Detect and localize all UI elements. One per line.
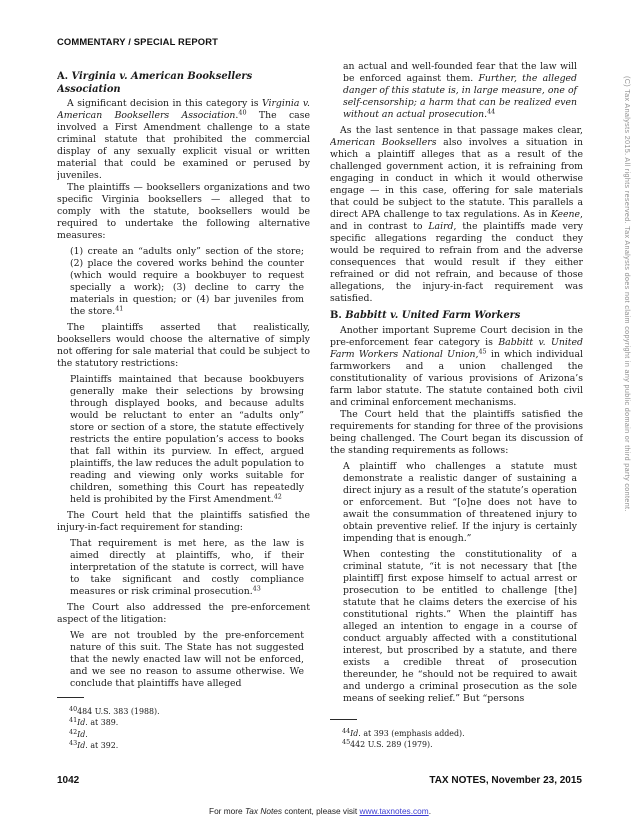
text-segment: Keene — [550, 209, 581, 220]
promo-text: . — [428, 806, 431, 816]
footnote-ref: 42 — [273, 492, 282, 501]
footnote-number: 42 — [69, 727, 78, 736]
text-segment: American Booksellers — [330, 137, 437, 148]
footnote-number: 44 — [342, 727, 351, 735]
footnote-ref: 40 — [238, 108, 247, 117]
block-quote — [70, 630, 304, 690]
text-segment: at 393 (emphasis added). — [360, 729, 465, 738]
text-segment: . — [235, 110, 239, 121]
footnote-number: 43 — [69, 738, 78, 747]
footnote — [57, 717, 310, 728]
footnote — [330, 728, 583, 739]
text-segment: Id. — [350, 729, 361, 738]
text-segment: Babbitt v. United Farm Workers National Union, — [330, 336, 583, 360]
text-segment: The plaintiffs — booksellers organizations and two specific Virginia booksellers — alleged that to comply with the statute, booksellers would be required to undertake the following alternative measures: — [57, 182, 310, 241]
section-kicker: COMMENTARY / SPECIAL REPORT — [57, 36, 219, 47]
copyright-vertical-notice: (C) Tax Analysts 2015. All rights reserved. Tax Analysts does not claim copyright in any public domain or third party content. — [623, 76, 632, 512]
block-quote — [343, 461, 577, 545]
block-quote — [343, 549, 577, 705]
text-segment: (1) create an “adults only” section of the store; (2) place the covered works behind the counter (which would require a bookbuyer to request specially a work); (3) decline to carry the materials in question; or (4) bar juveniles from the store. — [70, 246, 304, 317]
text-segment: at 389. — [87, 718, 119, 728]
text-segment: Plaintiffs maintained that because bookbuyers generally make their selections by browsing through displayed books, and because adults would be reluctant to enter an “adults only” store or section of a store, the statute effectively restricts the entire population’s access to books that fall within its purview. In effect, argued plaintiffs, the law reduces the adult population to reading and viewing only works suitable for children, something this Court has repeatedly held is prohibited by the First Amendment. — [70, 374, 304, 505]
paragraph — [330, 125, 583, 305]
text-segment: When contesting the constitutionality of a criminal statute, “it is not necessary that [the plaintiff] first expose himself to actual arrest or prosecution to be entitled to challenge [the] statute that he claims deters the exercise of his constitutional rights.” When the plaintiff has alleged an intention to engage in a course of conduct arguably affected with a constitutional interest, but proscribed by a statute, and there exists a credible threat of prosecution thereunder, he “should not be required to await and undergo a criminal prosecution as the sole means of seeking relief.” But “persons — [343, 548, 577, 704]
paragraph — [57, 182, 310, 242]
text-segment: 484 U.S. 383 (1988). — [77, 707, 160, 716]
text-segment: A significant decision in this category is — [67, 98, 262, 109]
footnote — [57, 729, 310, 740]
footnote — [330, 739, 583, 750]
text-segment: Virginia v. American Booksellers Association — [57, 98, 310, 121]
text-segment: an actual and well-founded fear that the law will be enforced against them. — [343, 61, 577, 84]
text-segment: The Court held that the plaintiffs satisfied the requirements for standing for three of the provisions being challenged. The Court began its discussion of the standing requirements as follows: — [330, 408, 583, 456]
footnote-ref: 44 — [487, 107, 496, 116]
text-segment: The plaintiffs asserted that realistically, booksellers would choose the alternative of simply not offering for sale material that could be subject to the statutory restrictions: — [57, 322, 310, 369]
text-segment: Id. — [77, 740, 88, 750]
text-segment: , and in contrast to — [330, 209, 583, 232]
text-segment: Laird — [428, 221, 454, 232]
text-segment: at 392. — [87, 740, 119, 750]
promo-text: For more — [209, 806, 245, 816]
text-segment: B. — [330, 310, 346, 321]
text-segment: , the plaintiffs made very specific allegations regarding the conduct they would be required to refrain from and the adverse consequences that would result if they either refrained or did not refrain, and because of those allegations, the injury-in-fact requirement was satisfied. — [330, 221, 583, 304]
promo-brand: Tax Notes — [244, 806, 283, 816]
text-segment: That requirement is met here, as the law is aimed directly at plaintiffs, who, if their interpretation of the statute is correct, will have to take significant and costly compliance measures or risk criminal prosecution. — [70, 538, 304, 597]
footnote — [57, 740, 310, 751]
text-segment: A plaintiff who challenges a statute must demonstrate a realistic danger of sustaining a direct injury as a result of the statute’s operation or enforcement. But “[o]ne does not have to await the consummation of threatened injury to obtain preventive relief. If the injury is certainly impending that is enough.” — [343, 460, 577, 544]
footnote-ref: 45 — [478, 347, 487, 355]
text-segment: The Court also addressed the pre-enforcement aspect of the litigation: — [57, 602, 310, 625]
paragraph — [330, 325, 583, 409]
text-segment: The Court held that the plaintiffs satisfied the injury-in-fact requirement for standing: — [57, 510, 310, 533]
paragraph — [330, 409, 583, 457]
footnote-ref: 41 — [115, 304, 124, 313]
footnote-number: 45 — [342, 738, 351, 747]
paragraph — [57, 98, 310, 182]
promo-text: content, please visit — [282, 806, 360, 816]
section-heading — [330, 310, 583, 323]
text-segment: As the last sentence in that passage makes clear, — [340, 125, 583, 136]
article-column-right — [330, 57, 583, 718]
text-segment: Babbitt v. United Farm Workers — [345, 310, 521, 321]
text-segment: A. — [57, 71, 72, 82]
text-segment: Further, the alleged danger of this statute is, in large measure, one of self-censorship; a harm that can be realized even without an actual prosecution. — [343, 73, 577, 120]
issue-line: TAX NOTES, November 23, 2015 — [429, 775, 582, 786]
footnotes-left — [57, 697, 310, 751]
block-quote — [70, 374, 304, 506]
footnote-number: 41 — [69, 716, 78, 725]
footnote — [57, 706, 310, 717]
footer-promo — [0, 806, 640, 816]
footnote-separator — [330, 719, 357, 720]
paragraph — [57, 510, 310, 534]
block-quote — [70, 246, 304, 318]
text-segment: Virginia v. American Booksellers Association — [57, 71, 253, 95]
footer-link[interactable]: www.taxnotes.com — [359, 806, 429, 816]
article-column-left — [57, 71, 310, 696]
text-segment: We are not troubled by the pre-enforcement nature of this suit. The State has not suggested that the newly enacted law will not be enforced, and we see no reason to assume otherwise. We conclude that plaintiffs have alleged — [70, 630, 304, 689]
text-segment: Another important Supreme Court decision in the pre-enforcement fear category is — [330, 324, 583, 348]
text-segment: also involves a situation in which a plaintiff alleges that as a result of the challenged government action, it is refraining from engaging in conduct in which it would otherwise engage — in this case, offering for sale materials that could be subject to the statute. This parallels a direct APA challenge to tax regulations. As in — [330, 137, 583, 220]
text-segment: 442 U.S. 289 (1979). — [350, 740, 433, 750]
block-quote — [70, 538, 304, 598]
paragraph — [57, 322, 310, 370]
text-segment: in which individual farmworkers and a union challenged the constitutionality of various provisions of Arizona’s farm labor statute. The statute contained both civil and criminal enforcement mechanisms. — [330, 348, 583, 408]
paragraph — [57, 602, 310, 626]
section-heading — [57, 71, 310, 96]
text-segment: Id. — [77, 718, 88, 728]
footnote-number: 40 — [69, 705, 78, 713]
footnote-ref: 43 — [252, 584, 261, 593]
footnote-separator — [57, 697, 84, 698]
block-quote — [343, 61, 577, 121]
text-segment: Id. — [77, 729, 88, 739]
page-number: 1042 — [57, 775, 80, 786]
footnotes-right — [330, 719, 583, 751]
text-segment: The case involved a First Amendment challenge to a state criminal statute that prohibited the commercial display of any sexually explicit visual or written material that could be examined or perused by juveniles. — [57, 110, 310, 181]
